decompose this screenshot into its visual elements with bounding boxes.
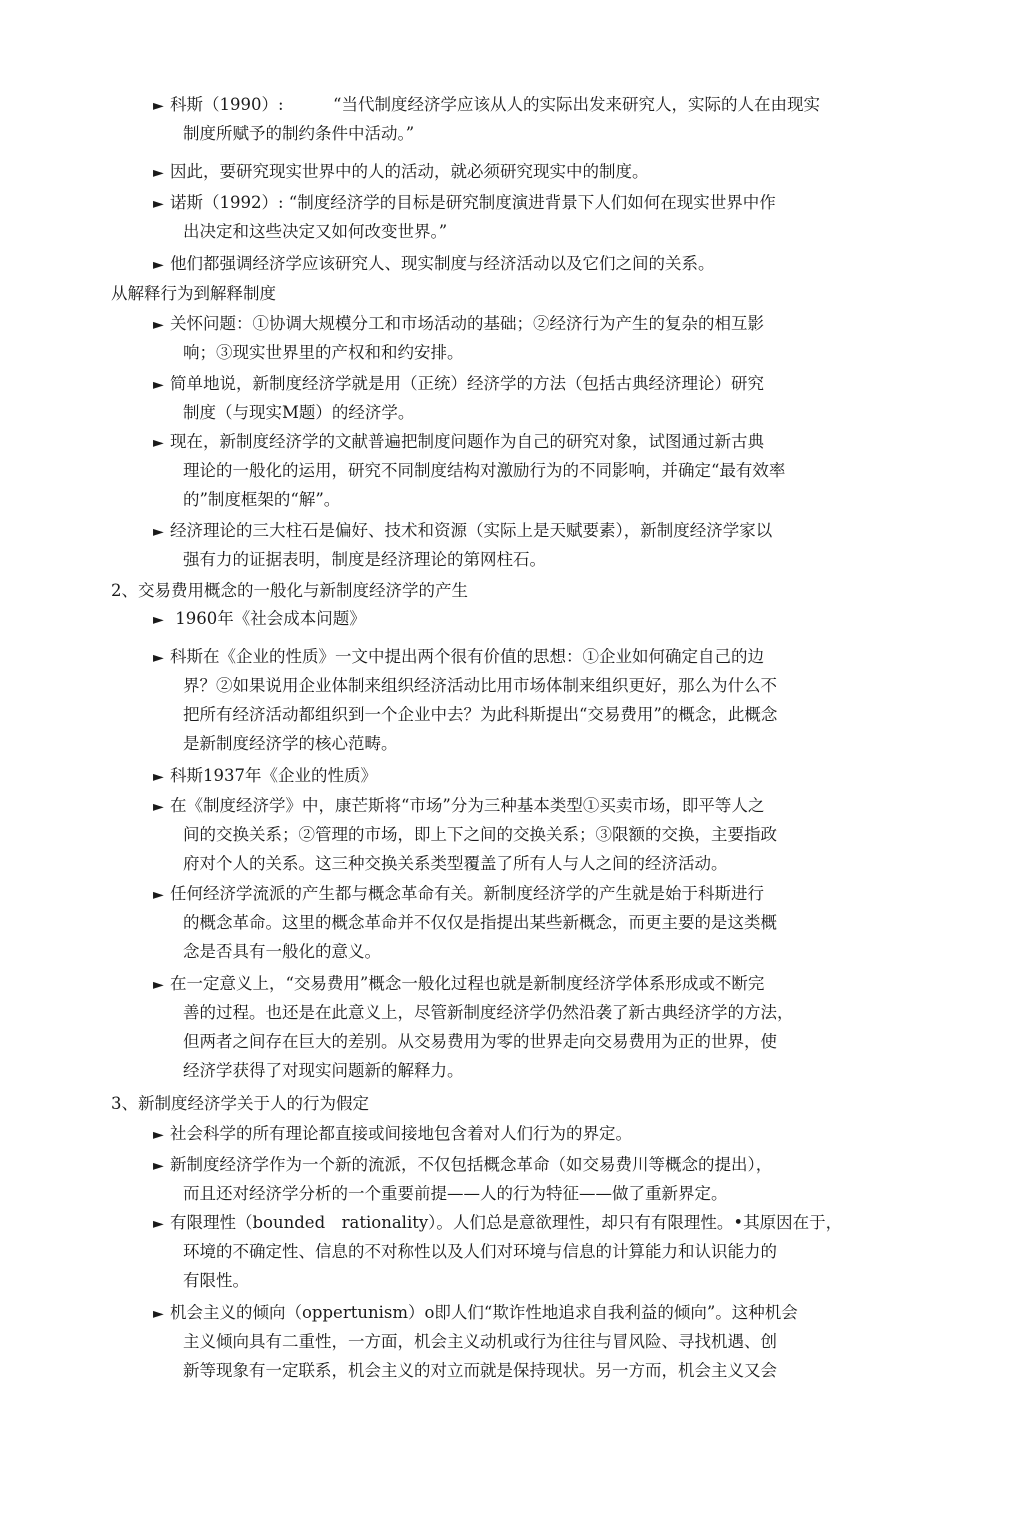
bullet-item <box>153 188 913 246</box>
bullet-item <box>153 879 913 966</box>
bullet-item <box>153 90 913 148</box>
bullet-text: 界？②如果说用企业体制来组织经济活动比用市场体制来组织更好，那么为什么不 <box>183 676 777 695</box>
bullet-text: 但两者之间存在巨大的差别。从交易费用为零的世界走向交易费用为正的世界，使 <box>183 1032 777 1051</box>
section-heading: 从解释行为到解释制度 <box>111 284 276 303</box>
bullet-item <box>153 1150 913 1208</box>
bullet-text: 制度所赋予的制约条件中活动。” <box>183 124 415 143</box>
section-heading: 3、新制度经济学关于人的行为假定 <box>111 1094 369 1113</box>
bullet-text: 他们都强调经济学应该研究人、现实制度与经济活动以及它们之间的关系。 <box>170 254 715 273</box>
bullet-marker-icon: ► <box>153 1306 164 1322</box>
bullet-item <box>153 1298 913 1385</box>
bullet-item <box>153 604 913 633</box>
bullet-text: 有限理性（bounded rationality）。人们总是意欲理性，却只有有限理性。•其原因在于， <box>170 1213 843 1232</box>
bullet-text: 简单地说，新制度经济学就是用（正统）经济学的方法（包括古典经济理论）研究 <box>170 374 764 393</box>
bullet-text: 因此，要研究现实世界中的人的活动，就必须研究现实中的制度。 <box>170 162 649 181</box>
bullet-text: 机会主义的倾向（oppertunism）o即人们“欺诈性地追求自我利益的倾向”。这种机会 <box>170 1303 798 1322</box>
bullet-text: 是新制度经济学的核心范畴。 <box>183 734 398 753</box>
bullet-marker-icon: ► <box>153 196 164 212</box>
bullet-marker-icon: ► <box>153 257 164 273</box>
bullet-item <box>153 249 913 278</box>
bullet-item <box>153 369 913 427</box>
bullet-item <box>153 516 913 574</box>
bullet-text: 把所有经济活动都组织到一个企业中去？为此科斯提出“交易费用”的概念，此概念 <box>183 705 778 724</box>
bullet-text: 的概念革命。这里的概念革命并不仅仅是指提出某些新概念，而更主要的是这类概 <box>183 913 777 932</box>
bullet-text: 科斯在《企业的性质》一文中提出两个很有价值的思想：①企业如何确定自己的边 <box>170 647 764 666</box>
bullet-text: 有限性。 <box>183 1271 249 1290</box>
bullet-marker-icon: ► <box>153 1158 164 1174</box>
bullet-marker-icon: ► <box>153 1216 164 1232</box>
bullet-item <box>153 642 913 758</box>
bullet-text: 出决定和这些决定又如何改变世界。” <box>183 222 448 241</box>
bullet-marker-icon: ► <box>153 1127 164 1143</box>
bullet-text: 环境的不确定性、信息的不对称性以及人们对环境与信息的计算能力和认识能力的 <box>183 1242 777 1261</box>
bullet-item <box>153 791 913 878</box>
bullet-text: 诺斯（1992）: “制度经济学的目标是研究制度演进背景下人们如何在现实世界中作 <box>170 193 776 212</box>
bullet-marker-icon: ► <box>153 769 164 785</box>
bullet-text: 经济理论的三大柱石是偏好、技术和资源（实际上是天赋要素），新制度经济学家以 <box>170 521 773 540</box>
bullet-item <box>153 1119 913 1148</box>
bullet-text: 响；③现实世界里的产权和和约安排。 <box>183 343 464 362</box>
bullet-text: 任何经济学流派的产生都与概念革命有关。新制度经济学的产生就是始于科斯进行 <box>170 884 764 903</box>
bullet-marker-icon: ► <box>153 612 164 628</box>
bullet-text: 在《制度经济学》中，康芒斯将“市场”分为三种基本类型①买卖市场，即平等人之 <box>170 796 765 815</box>
bullet-text: 科斯1937年《企业的性质》 <box>170 766 377 785</box>
bullet-text: 强有力的证据表明，制度是经济理论的第网柱石。 <box>183 550 546 569</box>
bullet-item <box>153 1208 913 1295</box>
bullet-marker-icon: ► <box>153 524 164 540</box>
bullet-marker-icon: ► <box>153 317 164 333</box>
bullet-marker-icon: ► <box>153 650 164 666</box>
bullet-marker-icon: ► <box>153 977 164 993</box>
bullet-marker-icon: ► <box>153 435 164 451</box>
bullet-text: 念是否具有一般化的意义。 <box>183 942 381 961</box>
bullet-text: 在一定意义上，“交易费用”概念一般化过程也就是新制度经济学体系形成或不断完 <box>170 974 765 993</box>
bullet-marker-icon: ► <box>153 98 164 114</box>
bullet-text: 新等现象有一定联系，机会主义的对立而就是保持现状。另一方而，机会主义又会 <box>183 1361 777 1380</box>
bullet-marker-icon: ► <box>153 799 164 815</box>
bullet-item <box>153 969 913 1085</box>
bullet-text: 新制度经济学作为一个新的流派，不仅包括概念革命（如交易费川等概念的提出）， <box>170 1155 773 1174</box>
bullet-item <box>153 157 913 186</box>
bullet-text: 的”制度框架的“解”。 <box>183 490 341 509</box>
bullet-item <box>153 309 913 367</box>
bullet-marker-icon: ► <box>153 165 164 181</box>
bullet-item <box>153 427 913 514</box>
bullet-text: 社会科学的所有理论都直接或间接地包含着对人们行为的界定。 <box>170 1124 632 1143</box>
bullet-text: 经济学获得了对现实问题新的解释力。 <box>183 1061 464 1080</box>
bullet-text: 主义倾向具有二重性，一方面，机会主义动机或行为往往与冒风险、寻找机遇、创 <box>183 1332 777 1351</box>
section-heading: 2、交易费用概念的一般化与新制度经济学的产生 <box>111 581 468 600</box>
bullet-item <box>153 761 913 790</box>
bullet-text: 科斯（1990）: “当代制度经济学应该从人的实际出发来研究人，实际的人在由现实 <box>170 95 820 114</box>
bullet-text: 关怀问题：①协调大规模分工和市场活动的基础；②经济行为产生的复杂的相互影 <box>170 314 764 333</box>
bullet-text: 现在，新制度经济学的文献普遍把制度问题作为自己的研究对象，试图通过新古典 <box>170 432 764 451</box>
bullet-text: 理论的一般化的运用，研究不同制度结构对激励行为的不同影响，并确定“最有效率 <box>183 461 786 480</box>
bullet-text: 善的过程。也还是在此意义上，尽管新制度经济学仍然沿袭了新古典经济学的方法， <box>183 1003 794 1022</box>
bullet-marker-icon: ► <box>153 887 164 903</box>
bullet-text: 而且还对经济学分析的一个重要前提——人的行为特征——做了重新界定。 <box>183 1184 728 1203</box>
bullet-text: 府对个人的关系。这三种交换关系类型覆盖了所有人与人之间的经济活动。 <box>183 854 728 873</box>
bullet-text: 制度（与现实M题）的经济学。 <box>183 403 415 422</box>
bullet-text: 间的交换关系；②管理的市场，即上下之间的交换关系；③限额的交换，主要指政 <box>183 825 777 844</box>
bullet-text: 1960年《社会成本问题》 <box>170 609 366 628</box>
bullet-marker-icon: ► <box>153 377 164 393</box>
